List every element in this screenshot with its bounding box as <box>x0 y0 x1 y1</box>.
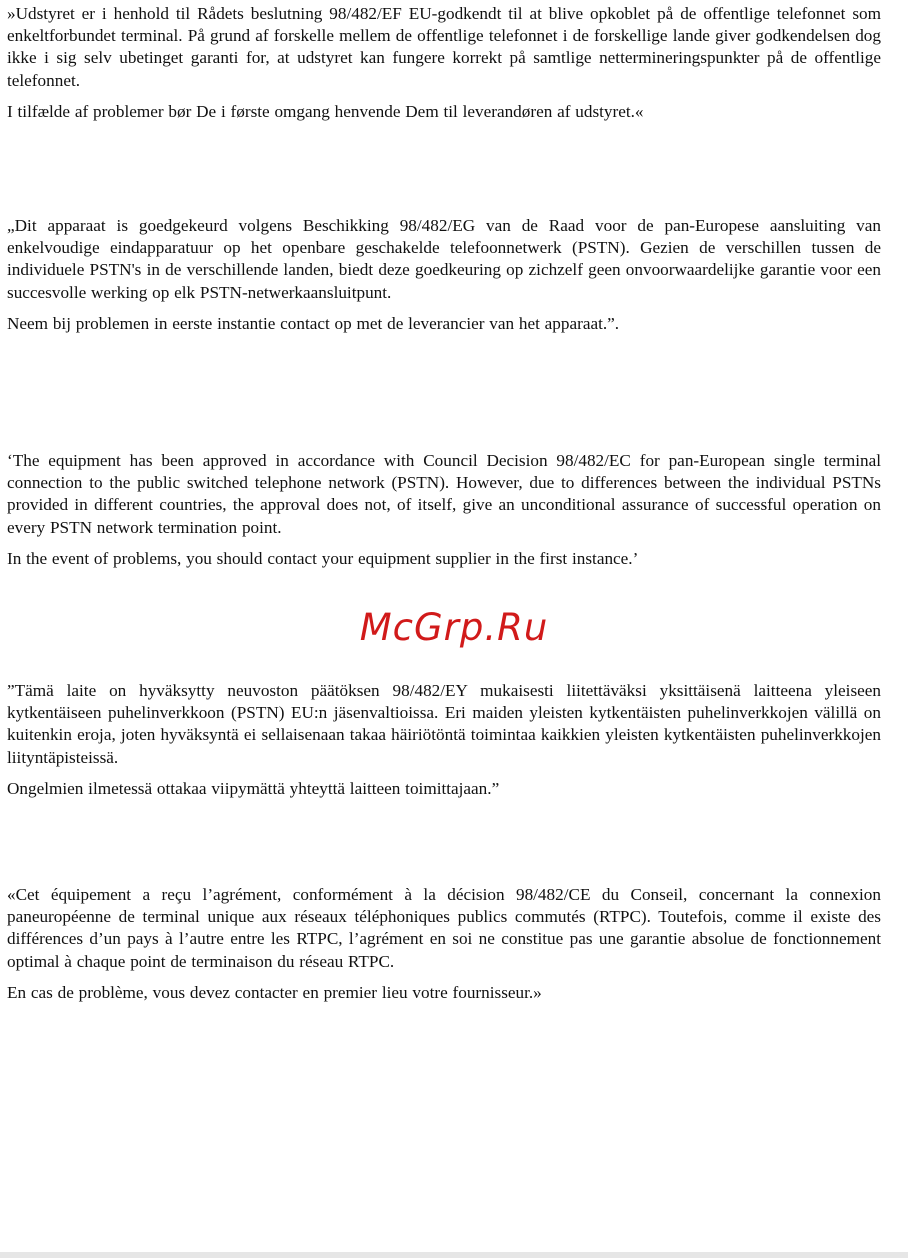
danish-notice <box>7 3 881 123</box>
page-bottom-edge <box>0 1252 908 1258</box>
dutch-notice-paragraph: „Dit apparaat is goedgekeurd volgens Beschikking 98/482/EG van de Raad voor de pan-Europese aansluiting van enkelvoudige eindapparatuur op het openbare geschakelde telefoonnetwerk (PSTN). Gezien de verschillen tussen de individuele PSTN's in de verschillende landen, biedt deze goedkeuring op zichzelf geen onvoorwaardelijke garantie voor een succesvolle werking op elk PSTN-netwerkaansluitpunt. <box>7 216 881 302</box>
english-notice-contact: In the event of problems, you should contact your equipment supplier in the first instance.’ <box>7 548 639 568</box>
french-notice-contact: En cas de problème, vous devez contacter en premier lieu votre fournisseur.» <box>7 982 542 1002</box>
french-notice-paragraph: «Cet équipement a reçu l’agrément, conformément à la décision 98/482/CE du Conseil, concernant la connexion paneuropéenne de terminal unique aux réseaux téléphoniques publics commutés (RTPC). Toutefois, comme il existe des différences d’un pays à l’autre entre les RTPC, l’agrément en soi ne constitue pas une garantie absolue de fonctionnement optimal à chaque point de terminaison du réseau RTPC. <box>7 885 881 971</box>
watermark: McGrp.Ru <box>359 606 549 649</box>
danish-notice-contact: I tilfælde af problemer bør De i første omgang henvende Dem til leverandøren af udstyret.« <box>7 101 644 121</box>
dutch-notice <box>7 215 881 335</box>
danish-notice-paragraph: »Udstyret er i henhold til Rådets beslutning 98/482/EF EU-godkendt til at blive opkoblet på de offentlige telefonnet som enkeltforbundet terminal. På grund af forskelle mellem de offentlige telefonnet i de forskellige lande giver godkendelsen dog ikke i sig selv ubetinget garanti for, at udstyret kan fungere korrekt på samtlige nettermineringspunkter på de offentlige telefonnet. <box>7 4 881 90</box>
dutch-notice-contact: Neem bij problemen in eerste instantie contact op met de leverancier van het apparaat.”. <box>7 313 620 333</box>
finnish-notice <box>7 680 881 800</box>
finnish-notice-contact: Ongelmien ilmetessä ottakaa viipymättä yhteyttä laitteen toimittajaan.” <box>7 778 500 798</box>
french-notice <box>7 884 881 1004</box>
finnish-notice-paragraph: ”Tämä laite on hyväksytty neuvoston päätöksen 98/482/EY mukaisesti liitettäväksi yksittäisenä laitteena yleiseen kytkentäiseen puhelinverkkoon (PSTN) EU:n jäsenvaltioissa. Eri maiden yleisten kytkentäisten puhelinverkkojen välillä on kuitenkin eroja, joten hyväksyntä ei sellaisenaan takaa häiriötöntä toimintaa kaikkien yleisten kytkentäisten puhelinverkkojen liityntäpisteissä. <box>7 681 881 767</box>
english-notice-paragraph: ‘The equipment has been approved in accordance with Council Decision 98/482/EC for pan-European single terminal connection to the public switched telephone network (PSTN). However, due to differences between the individual PSTNs provided in different countries, the approval does not, of itself, give an unconditional assurance of successful operation on every PSTN network termination point. <box>7 451 881 537</box>
english-notice <box>7 450 881 570</box>
